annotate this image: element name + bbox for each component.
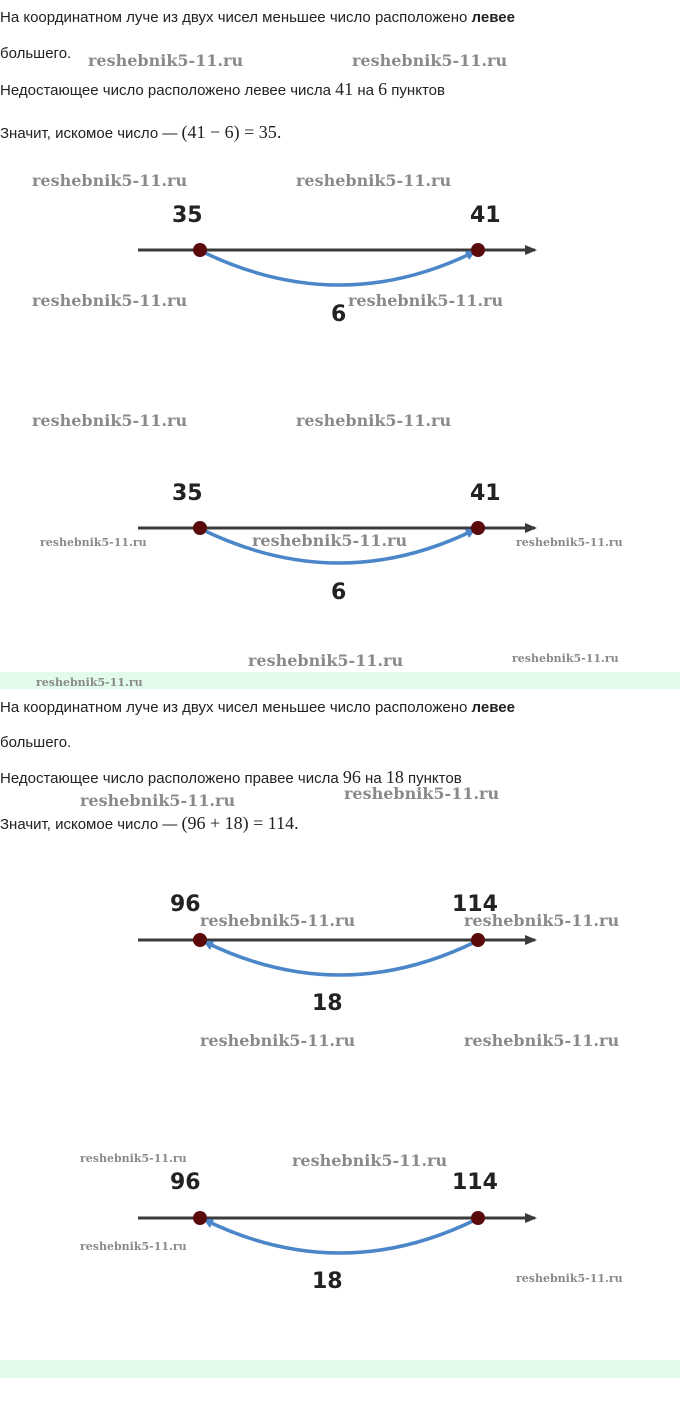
missing-prefix-2: Недостающее число расположено правее числа — [0, 770, 343, 787]
step-label: 6 — [331, 580, 347, 605]
watermark: reshebnik5-11.ru — [36, 676, 143, 689]
jump-arc — [203, 252, 474, 285]
missing-ref-1: 41 — [335, 79, 354, 99]
watermark: reshebnik5-11.ru — [80, 1240, 187, 1253]
watermark: reshebnik5-11.ru — [248, 651, 404, 670]
right-point-label: 114 — [452, 1170, 498, 1195]
right-point-label: 41 — [470, 203, 501, 228]
right-point — [471, 933, 485, 947]
conclusion-text-1 — [0, 122, 281, 144]
missing-step-1: 6 — [378, 79, 388, 99]
missing-number-text-1 — [0, 79, 445, 101]
left-point-label: 96 — [170, 1170, 201, 1195]
right-point — [471, 521, 485, 535]
step-label: 6 — [331, 302, 347, 327]
missing-mid-2: на — [360, 770, 386, 787]
watermark: reshebnik5-11.ru — [296, 171, 452, 190]
watermark: reshebnik5-11.ru — [344, 784, 500, 803]
left-point-label: 35 — [172, 481, 203, 506]
watermark: reshebnik5-11.ru — [352, 51, 508, 70]
watermark: reshebnik5-11.ru — [296, 411, 452, 430]
number-line-diagram-2a — [0, 880, 680, 1020]
conclusion-end-1: . — [276, 122, 282, 142]
watermark: reshebnik5-11.ru — [292, 1151, 448, 1170]
rule-text-1-bold: левее — [471, 9, 515, 26]
watermark: reshebnik5-11.ru — [88, 51, 244, 70]
rule-text-2 — [0, 698, 515, 718]
right-point — [471, 243, 485, 257]
left-point-label: 96 — [170, 892, 201, 917]
left-point — [193, 243, 207, 257]
jump-arc — [205, 1220, 475, 1253]
left-point-label: 35 — [172, 203, 203, 228]
watermark: reshebnik5-11.ru — [80, 791, 236, 810]
right-point — [471, 1211, 485, 1225]
left-point — [193, 933, 207, 947]
section-divider-band — [0, 1360, 680, 1378]
conclusion-expr-1: (41 − 6) = 35 — [181, 122, 277, 142]
watermark: reshebnik5-11.ru — [80, 1152, 187, 1165]
watermark: reshebnik5-11.ru — [200, 1031, 356, 1050]
watermark: reshebnik5-11.ru — [516, 1272, 623, 1285]
watermark: reshebnik5-11.ru — [200, 911, 356, 930]
rule-text-2-main: На координатном луче из двух чисел меньшее число расположено — [0, 699, 472, 716]
conclusion-prefix-1: Значит, искомое число — — [0, 125, 182, 142]
watermark: reshebnik5-11.ru — [32, 171, 188, 190]
watermark: reshebnik5-11.ru — [348, 291, 504, 310]
missing-suffix-2: пунктов — [403, 770, 462, 787]
rule-text-1 — [0, 8, 515, 28]
missing-step-2: 18 — [385, 767, 404, 787]
right-point-label: 41 — [470, 481, 501, 506]
watermark: reshebnik5-11.ru — [464, 911, 620, 930]
step-label: 18 — [312, 1269, 343, 1294]
right-point-label: 114 — [452, 892, 498, 917]
conclusion-text-2 — [0, 813, 299, 835]
missing-mid-1: на — [353, 82, 379, 99]
watermark: reshebnik5-11.ru — [252, 531, 408, 550]
watermark: reshebnik5-11.ru — [512, 652, 619, 665]
rule-text-2-end: большего. — [0, 734, 72, 751]
jump-arc — [205, 942, 475, 975]
missing-suffix-1: пунктов — [387, 82, 445, 99]
left-point — [193, 1211, 207, 1225]
missing-ref-2: 96 — [342, 767, 361, 787]
watermark: reshebnik5-11.ru — [516, 536, 623, 549]
rule-text-1-main: На координатном луче из двух чисел меньшее число расположено — [0, 9, 472, 26]
conclusion-expr-2: (96 + 18) = 114 — [181, 813, 295, 833]
watermark: reshebnik5-11.ru — [32, 291, 188, 310]
conclusion-end-2: . — [294, 813, 299, 833]
rule-text-2-bold: левее — [471, 699, 515, 716]
watermark: reshebnik5-11.ru — [32, 411, 188, 430]
missing-prefix-1: Недостающее число расположено левее числа — [0, 82, 336, 99]
rule-text-1-end: большего. — [0, 45, 72, 62]
conclusion-prefix-2: Значит, искомое число — — [0, 816, 182, 833]
step-label: 18 — [312, 991, 343, 1016]
watermark: reshebnik5-11.ru — [40, 536, 147, 549]
left-point — [193, 521, 207, 535]
watermark: reshebnik5-11.ru — [464, 1031, 620, 1050]
